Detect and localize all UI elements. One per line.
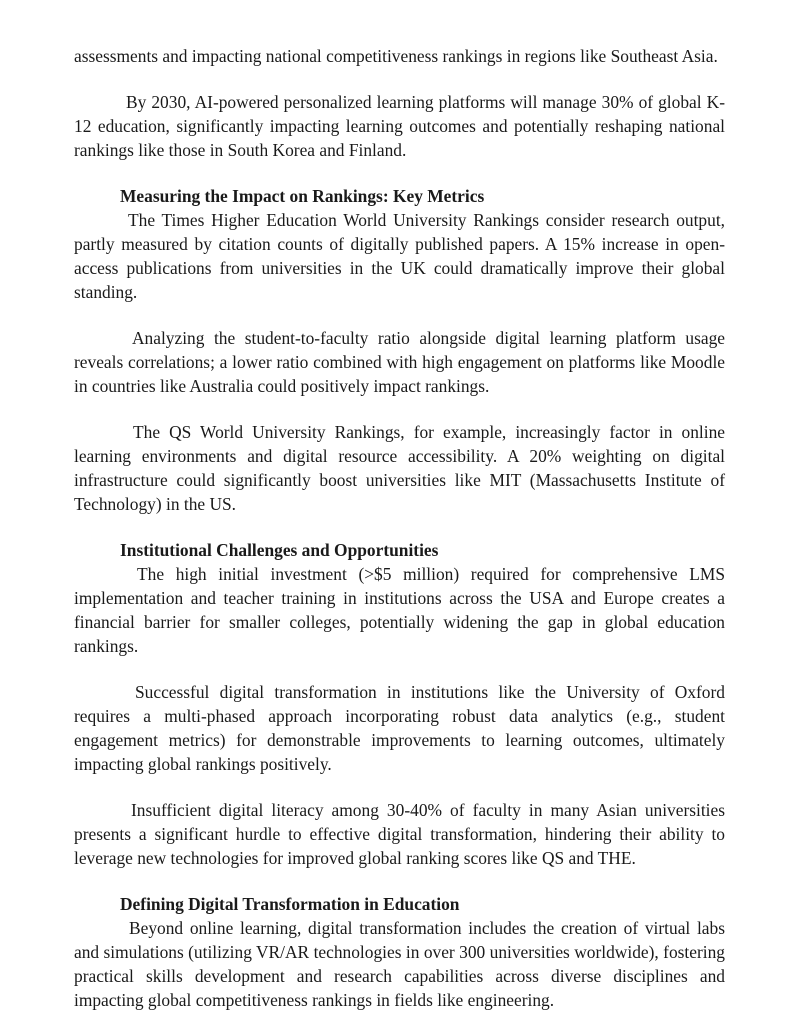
paragraph-high-investment: The high initial investment (>$5 million) required for comprehensive LMS implementation and teacher training in institutions across the USA and Europe creates a financial barrier for smaller colleges, potentially widening the gap in global education rankings. — [74, 564, 725, 656]
paragraph-ai-platforms: By 2030, AI-powered personalized learning platforms will manage 30% of global K-12 education, significantly impacting learning outcomes and potentially reshaping national rankings like those in South Korea and Finland. — [74, 92, 725, 160]
paragraph-virtual-labs: Beyond online learning, digital transformation includes the creation of virtual labs and simulations (utilizing VR/AR technologies in over 300 universities worldwide), fostering practical skills development and research capabilities across diverse disciplines and impacting global competitiveness rankings in fields like engineering. — [74, 918, 725, 1010]
paragraph-times-higher-education: The Times Higher Education World University Rankings consider research output, partly measured by citation counts of digitally published papers. A 15% increase in open-access publications from universities in the UK could dramatically improve their global standing. — [74, 210, 725, 302]
section-heading-key-metrics: Measuring the Impact on Rankings: Key Metrics — [120, 186, 485, 206]
paragraph-student-faculty-ratio: Analyzing the student-to-faculty ratio alongside digital learning platform usage reveals correlations; a lower ratio combined with high engagement on platforms like Moodle in countries like Australia could positively impact rankings. — [74, 328, 725, 396]
section-heading-defining-transformation: Defining Digital Transformation in Education — [120, 894, 460, 914]
paragraph-oxford-transformation: Successful digital transformation in institutions like the University of Oxford requires a multi-phased approach incorporating robust data analytics (e.g., student engagement metrics) for demonstrable improvements to learning outcomes, ultimately impacting global rankings positively. — [74, 682, 725, 774]
paragraph-qs-rankings: The QS World University Rankings, for example, increasingly factor in online learning environments and digital resource accessibility. A 20% weighting on digital infrastructure could significantly boost universities like MIT (Massachusetts Institute of Technology) in the US. — [74, 422, 725, 514]
paragraph-digital-literacy: Insufficient digital literacy among 30-40% of faculty in many Asian universities presents a significant hurdle to effective digital transformation, hindering their ability to leverage new technologies for improved global ranking scores like QS and THE. — [74, 800, 725, 868]
paragraph-continued: assessments and impacting national competitiveness rankings in regions like Southeast Asia. — [74, 46, 718, 66]
section-heading-institutional-challenges: Institutional Challenges and Opportunities — [120, 540, 439, 560]
document-page — [74, 44, 725, 1034]
